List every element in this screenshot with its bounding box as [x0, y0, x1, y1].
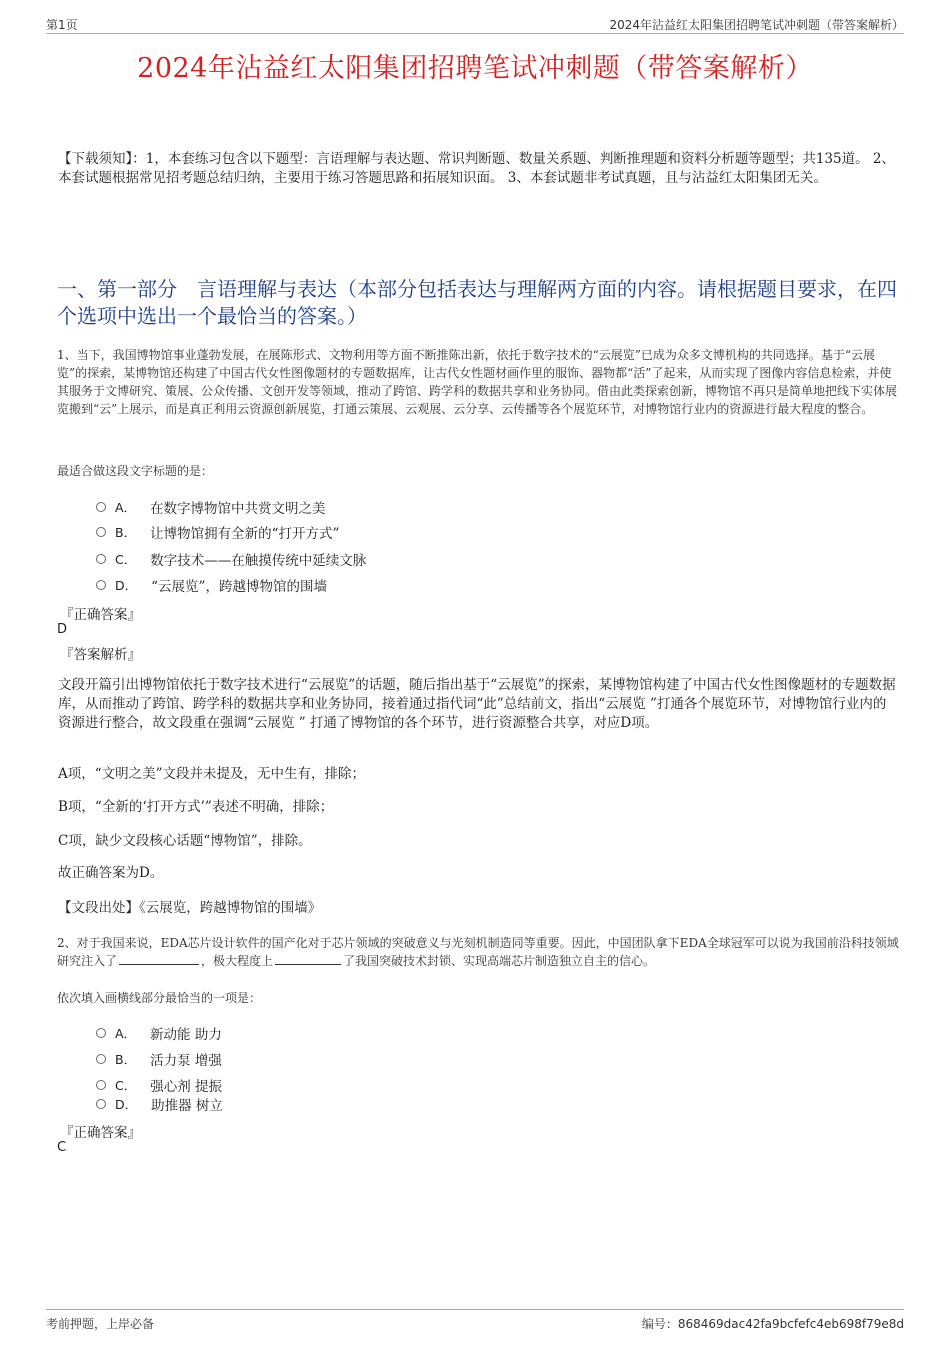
radio-icon[interactable]: [96, 527, 106, 537]
radio-icon[interactable]: [96, 580, 106, 590]
footer-divider: [46, 1309, 904, 1310]
radio-icon[interactable]: [96, 1054, 106, 1064]
radio-icon[interactable]: [96, 554, 106, 564]
section-title: 一、第一部分 言语理解与表达（本部分包括表达与理解两方面的内容。请根据题目要求，在四个选项中选出一个最恰当的答案。）: [57, 277, 897, 328]
footer-doc-id: 编号：868469dac42fa9bcfefc4eb698f79e8d: [641, 1317, 904, 1331]
option-letter: D．: [115, 578, 138, 593]
q2-answer: C: [57, 1140, 67, 1155]
header-page-label: 第1页: [46, 18, 78, 32]
q1-option-a[interactable]: [96, 497, 326, 517]
radio-icon[interactable]: [96, 1080, 106, 1090]
option-letter: C．: [115, 1078, 137, 1093]
q1-analysis-label: 『答案解析』: [60, 647, 141, 663]
q1-source: 【文段出处】《云展览，跨越博物馆的围墙》: [58, 900, 322, 916]
q1-answer: D: [57, 622, 68, 637]
option-letter: B．: [115, 1052, 137, 1067]
option-letter: B．: [115, 525, 137, 540]
q2-option-b[interactable]: [96, 1049, 222, 1069]
q2-option-d[interactable]: [96, 1094, 223, 1114]
option-text: “云展览”，跨越博物馆的围墙: [151, 579, 327, 595]
q1-option-d[interactable]: [96, 575, 327, 595]
q1-answer-label: 『正确答案』: [60, 607, 141, 623]
q1-option-c[interactable]: [96, 549, 366, 569]
q1-elimination-b: B项，“全新的‘打开方式’”表述不明确，排除；: [58, 799, 334, 815]
fill-blank-1[interactable]: [119, 952, 199, 965]
option-text: 数字技术——在触摸传统中延续文脉: [150, 553, 367, 569]
option-letter: C．: [115, 552, 137, 567]
option-text: 助推器 树立: [151, 1098, 223, 1114]
q2-answer-label: 『正确答案』: [60, 1125, 141, 1141]
page-title: 2024年沾益红太阳集团招聘笔试冲刺题（带答案解析）: [137, 53, 813, 84]
radio-icon[interactable]: [96, 502, 106, 512]
option-text: 活力泵 增强: [150, 1053, 222, 1069]
q2-option-a[interactable]: [96, 1023, 222, 1043]
question-2-prompt: 依次填入画横线部分最恰当的一项是：: [57, 991, 262, 1005]
q1-analysis: 文段开篇引出博物馆依托于数字技术进行“云展览”的话题，随后指出基于“云展览”的探索，某博物馆构建了中国古代女性图像题材的专题数据库，从而推动了跨馆、跨学科的数据共享和业务协同，接着通过指代词“此”总结前文，指出“云展览 ”打通各个展览环节，对博物馆行业内的资源进行整合，故文段重在强调“云展览 ” 打通了博物馆的各个环节，进行资源整合共享，对应D项。: [58, 677, 896, 731]
radio-icon[interactable]: [96, 1099, 106, 1109]
question-2-text: [57, 934, 900, 970]
option-letter: A．: [115, 500, 137, 515]
question-1-prompt: 最适合做这段文字标题的是：: [57, 464, 214, 478]
q1-elimination-a: A项，“文明之美”文段并未提及，无中生有，排除；: [58, 766, 366, 782]
q2-text-part3: 了我国突破技术封锁、实现高端芯片制造独立自主的信心。: [343, 954, 656, 968]
q2-option-c[interactable]: [96, 1075, 222, 1095]
download-notice: 【下载须知】：1，本套练习包含以下题型：言语理解与表达题、常识判断题、数量关系题、判断推理题和资料分析题等题型；共135道。 2、本套试题根据常见招考题总结归纳，主要用于练习答题思路和拓展知识面。 3、本套试题非考试真题，且与沾益红太阳集团无关。: [58, 151, 895, 186]
header-divider: [46, 33, 904, 34]
option-text: 新动能 助力: [150, 1027, 222, 1043]
q2-text-part1: 2、对于我国来说，EDA芯片设计软件的国产化对于芯片领域的突破意义与光刻机制造同等重要。因此，中国团队拿下EDA全球冠军可以说为我国前沿科技领域研究注入了: [57, 936, 899, 968]
q1-conclusion: 故正确答案为D。: [58, 865, 164, 881]
option-text: 让博物馆拥有全新的“打开方式”: [150, 526, 340, 542]
q1-option-b[interactable]: [96, 522, 339, 542]
option-letter: D．: [115, 1097, 138, 1112]
question-1-text: 1、当下，我国博物馆事业蓬勃发展，在展陈形式、文物利用等方面不断推陈出新，依托于数字技术的“云展览”已成为众多文博机构的共同选择。基于“云展览”的探索，某博物馆还构建了中国古代女性图像题材的专题数据库，让古代女性题材画作里的服饰、器物都“活”了起来，从而实现了图像内容信息检索，并使其服务于文博研究、策展、公众传播、文创开发等领域，推动了跨馆、跨学科的数据共享和业务协同。借由此类探索创新，博物馆不再只是简单地把线下实体展览搬到“云”上展示，而是真正利用云资源创新展览，打通云策展、云观展、云分享、云传播等各个展览环节，对博物馆行业内的资源进行最大程度的整合。: [57, 348, 898, 416]
footer-slogan: 考前押题，上岸必备: [46, 1317, 155, 1331]
q2-text-part2: ，极大程度上: [201, 954, 274, 968]
radio-icon[interactable]: [96, 1028, 106, 1038]
header-doc-title: 2024年沾益红太阳集团招聘笔试冲刺题（带答案解析）: [609, 18, 904, 32]
option-letter: A．: [115, 1026, 137, 1041]
option-text: 在数字博物馆中共赏文明之美: [150, 501, 326, 517]
q1-elimination-c: C项，缺少文段核心话题“博物馆”，排除。: [58, 833, 312, 849]
fill-blank-2[interactable]: [275, 952, 341, 965]
option-text: 强心剂 提振: [150, 1079, 223, 1095]
